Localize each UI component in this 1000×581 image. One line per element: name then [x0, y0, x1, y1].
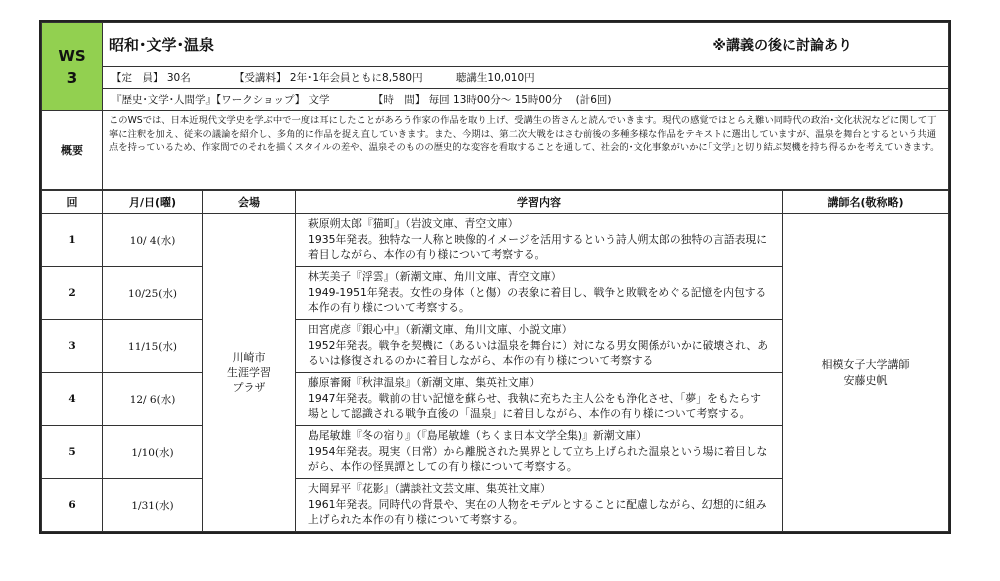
session-book: 田宮虎彦『銀心中』（新潮文庫、角川文庫、小説文庫）	[308, 323, 573, 336]
session-description: 1949-1951年発表。女性の身体（と傷）の表象に着目し、戦争と敗戦をめぐる記憶を内包する本作の有り様について考察する。	[308, 285, 767, 314]
venue-line: プラザ	[232, 381, 266, 394]
session-book: 大岡昇平『花影』（講談社文芸文庫、集英社文庫）	[308, 482, 551, 495]
session-number: 3	[42, 320, 103, 373]
fee-label: 【受講料】	[234, 72, 287, 84]
venue-line: 生涯学習	[227, 366, 271, 379]
session-book: 藤原審爾『秋津温泉』（新潮文庫、集英社文庫）	[308, 376, 541, 389]
venue-cell	[203, 214, 296, 532]
header-date: 月/日(曜)	[103, 191, 203, 214]
session-total: (計6回)	[575, 94, 612, 106]
header-lecturer: 講師名(敬称略)	[783, 191, 949, 214]
ws-code-cell	[42, 23, 103, 111]
fee-value: 2年･1年会員ともに8,580円	[289, 72, 423, 84]
lecturer-cell	[783, 214, 949, 532]
session-number: 1	[42, 214, 103, 267]
session-book: 島尾敏雄『冬の宿り』（『島尾敏雄（ちくま日本文学全集)』新潮文庫）	[308, 429, 647, 442]
session-book: 萩原朔太郎『猫町』（岩波文庫、青空文庫）	[308, 217, 519, 230]
lecturer-line: 安藤史帆	[843, 373, 888, 387]
course-sheet	[39, 20, 951, 534]
summary-label: 概要	[42, 111, 103, 190]
session-content	[296, 267, 783, 320]
summary-text: このWSでは、日本近現代文学史を学ぶ中で一度は耳にしたことがあろう作家の作品を取り上げ、受講生の皆さんと読んでいきます。現代の感覚ではとらえ難い同時代の政治･文化状況などに関して丁寧に注釈を加え、従来の議論を紹介し、多角的に作品を捉え直していきます。また、今期は、第二次大戦をはさむ前後の多種多様な作品をテキストに選出していますが、温泉を舞台とするという共通点を持っているため、作家間でのそれを描くスタイルの差や、温泉そのものの歴史的な変容を看取することを通して、社会的･文化事象がいかに｢文学｣と切り結ぶ契機を持ち得るかを考えていきます。	[103, 111, 949, 190]
session-description: 1961年発表。同時代の背景や、実在の人物をモデルとすることに配慮しながら、幻想的に組み上げられた本作の有り様について考察する。	[308, 497, 767, 526]
session-book: 林芙美子『浮雲』（新潮文庫、角川文庫、青空文庫）	[308, 270, 562, 283]
venue-line: 川崎市	[232, 351, 266, 364]
ws-code-line1: WS	[58, 46, 86, 65]
header-table	[41, 22, 949, 190]
header-content: 学習内容	[296, 191, 783, 214]
time-value: 毎回 13時00分～ 15時00分	[428, 94, 563, 106]
table-row	[42, 214, 949, 267]
header-venue: 会場	[203, 191, 296, 214]
capacity-label: 【定 員】	[111, 72, 164, 84]
session-date: 12/ 6(水)	[103, 373, 203, 426]
session-content	[296, 426, 783, 479]
session-content	[296, 214, 783, 267]
session-content	[296, 479, 783, 532]
title-cell	[103, 23, 949, 67]
session-description: 1952年発表。戦争を契機に（あるいは温泉を舞台に）対になる男女関係がいかに破壊され、あるいは修復されるのかに着目しながら、本作の有り様について考察する	[308, 338, 768, 367]
lecturer-line: 相模女子大学講師	[821, 357, 910, 371]
session-description: 1947年発表。戦前の甘い記憶を蘇らせ、我執に充ちた主人公をも浄化させ、「夢」をもたらす場として認識される戦争直後の「温泉」に着目しながら、本作の有り様について考察する。	[308, 391, 761, 420]
session-number: 5	[42, 426, 103, 479]
session-number: 2	[42, 267, 103, 320]
schedule-table	[41, 190, 949, 532]
auditor-fee: 聴講生10,010円	[455, 72, 535, 84]
info-row-2	[103, 89, 949, 111]
session-description: 1954年発表。現実（日常）から離脱された異界として立ち上げられた温泉という場に着目しながら、本作の怪異譚としての有り様について考察する。	[308, 444, 768, 473]
ws-code-line2: 3	[66, 68, 78, 87]
session-number: 6	[42, 479, 103, 532]
session-date: 10/25(水)	[103, 267, 203, 320]
category: 『歴史･文学･人間学』【ワークショップ】 文学	[111, 94, 330, 106]
session-description: 1935年発表。独特な一人称と映像的イメージを活用するという詩人朔太郎の独特の言語表現に着目しながら、本作の有り様について考察する。	[308, 232, 768, 261]
session-content	[296, 373, 783, 426]
capacity-value: 30名	[166, 72, 191, 84]
session-date: 11/15(水)	[103, 320, 203, 373]
header-no: 回	[42, 191, 103, 214]
time-label: 【時 間】	[372, 94, 426, 106]
session-date: 1/10(水)	[103, 426, 203, 479]
discussion-note: ※講義の後に討論あり	[712, 37, 852, 54]
course-title: 昭和･文学･温泉	[109, 36, 215, 54]
session-date: 1/31(水)	[103, 479, 203, 532]
info-row-1	[103, 67, 949, 89]
session-content	[296, 320, 783, 373]
schedule-header-row	[42, 191, 949, 214]
session-date: 10/ 4(水)	[103, 214, 203, 267]
session-number: 4	[42, 373, 103, 426]
